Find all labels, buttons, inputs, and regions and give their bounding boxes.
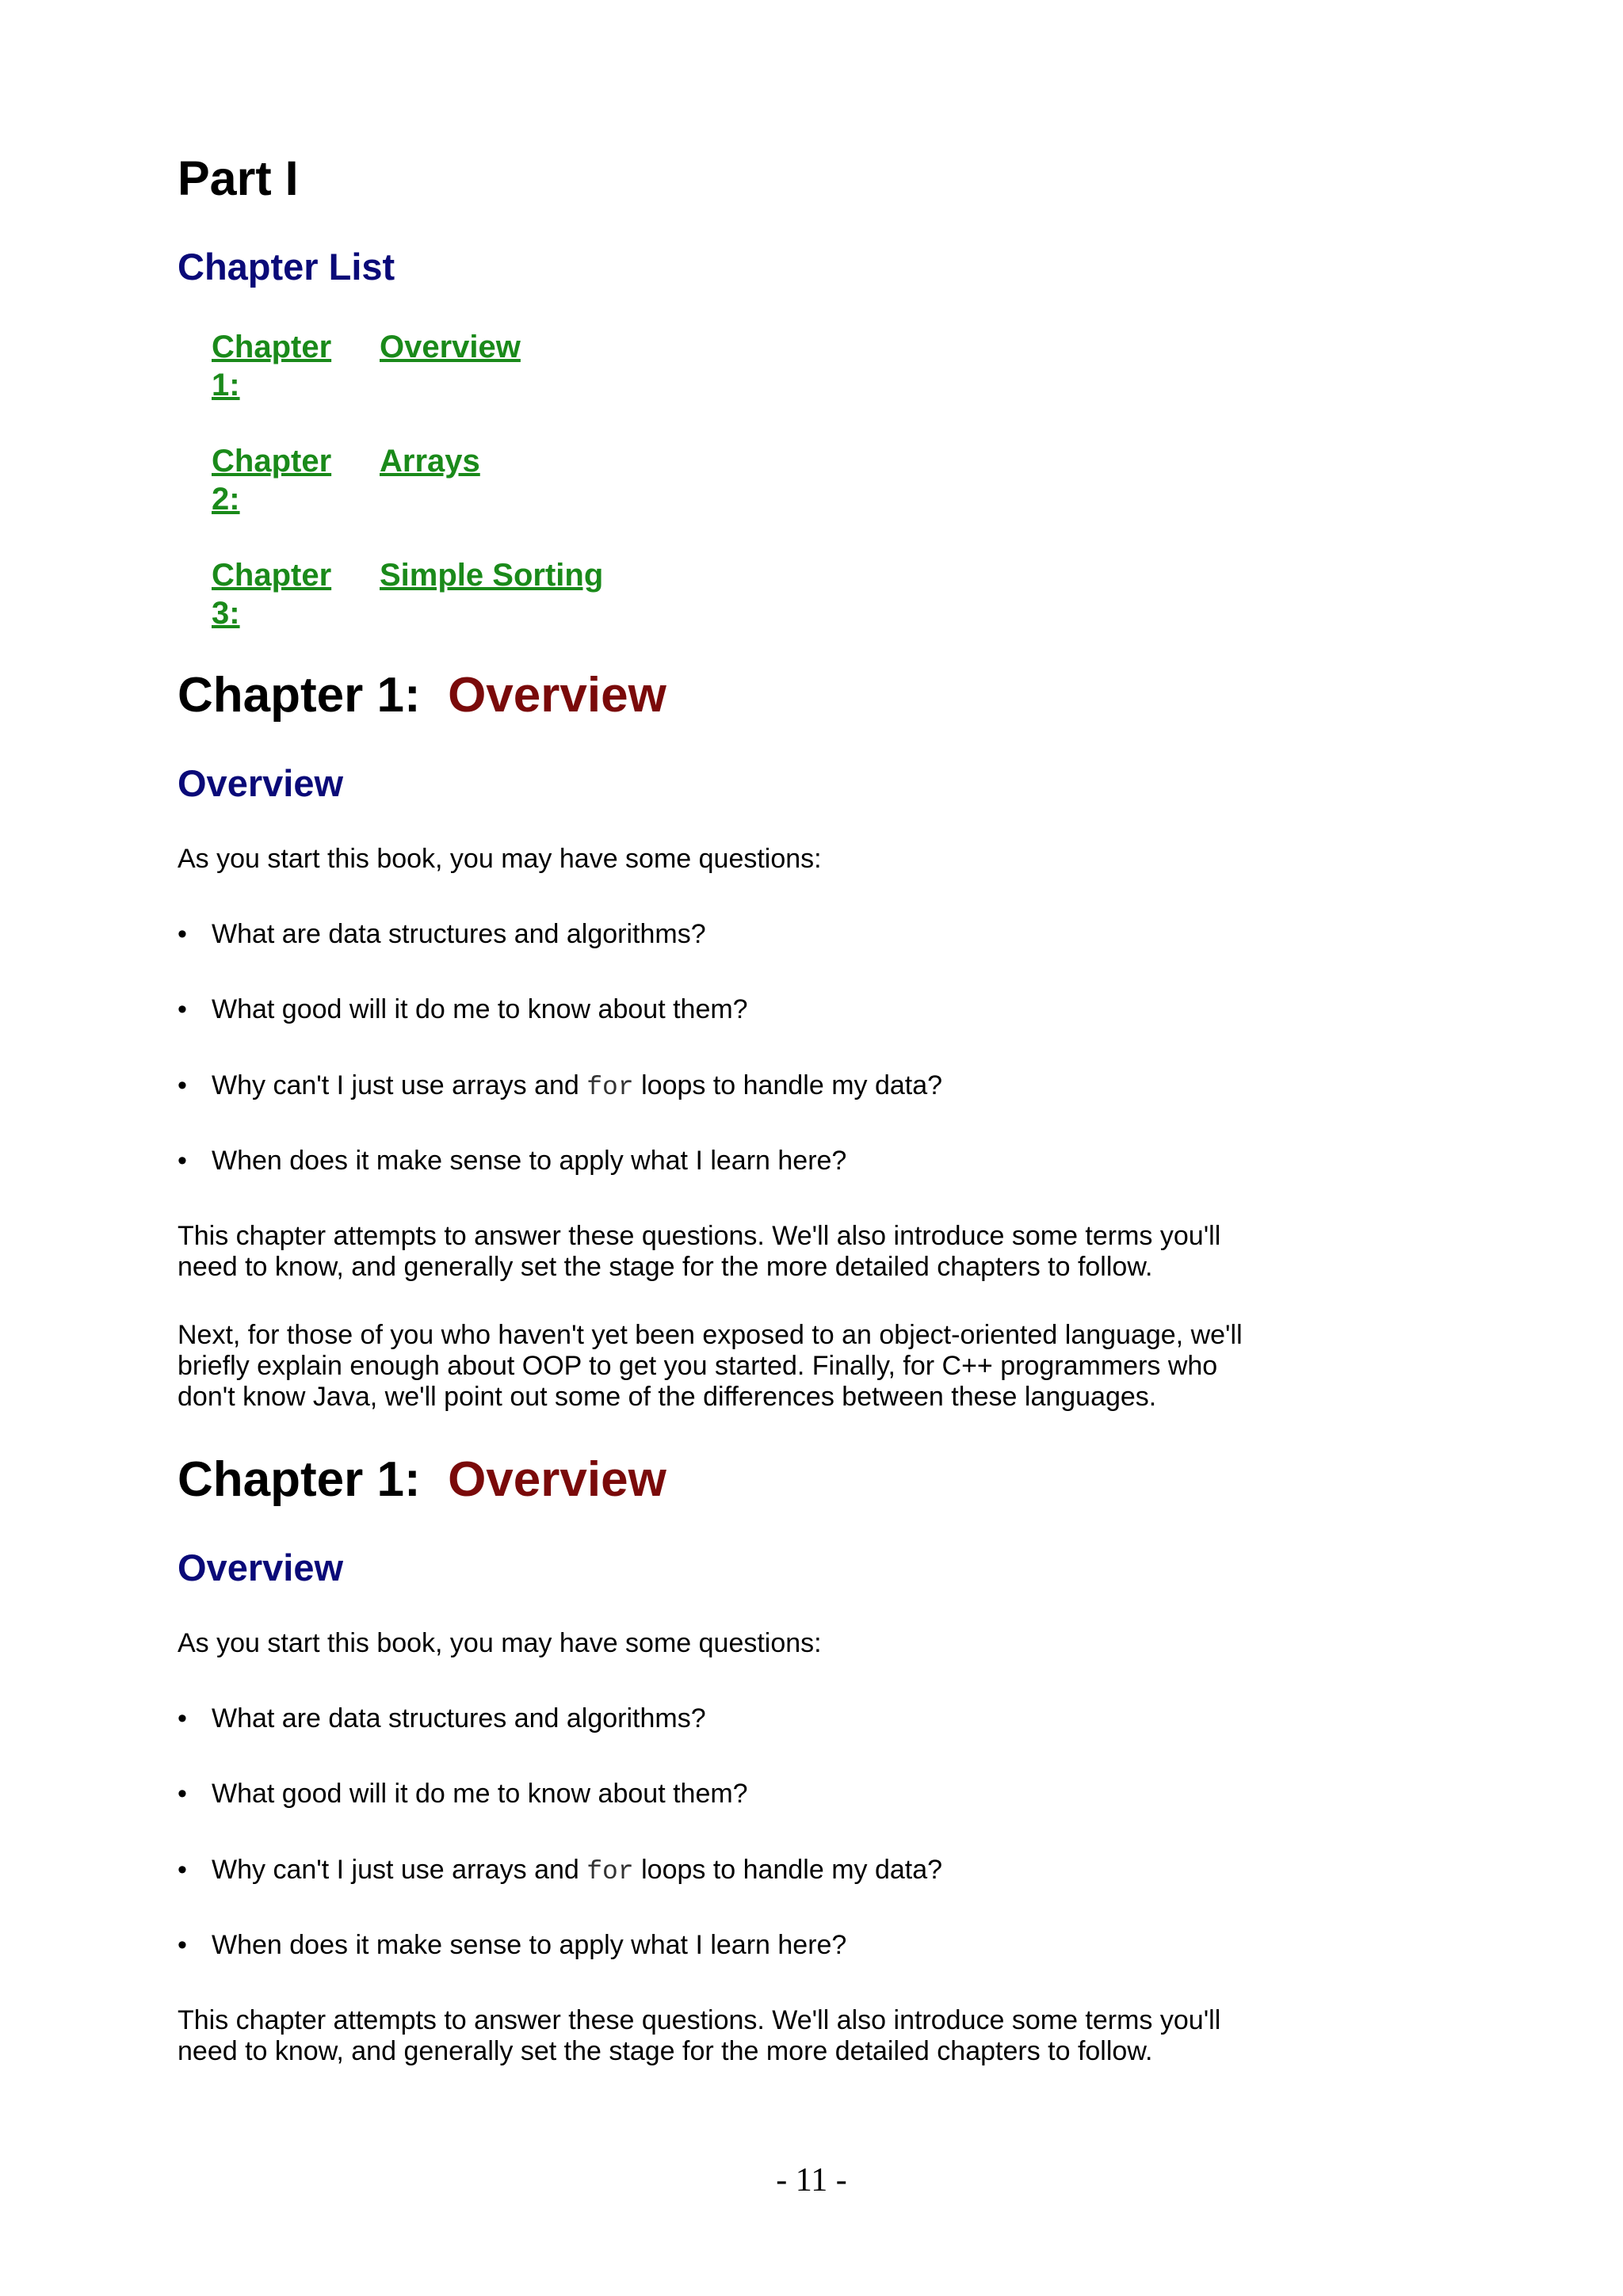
chapter-heading-name: Overview xyxy=(448,668,666,723)
list-item xyxy=(178,1779,748,1810)
inline-code: for xyxy=(586,1857,634,1886)
list-item-text: What are data structures and algorithms? xyxy=(212,919,706,949)
list-item-text: Why can't I just use arrays and xyxy=(212,1855,587,1885)
list-item-text: When does it make sense to apply what I learn here? xyxy=(212,1146,847,1176)
bullet-glyph: • xyxy=(178,1855,187,1885)
inline-code: for xyxy=(586,1073,634,1102)
list-item xyxy=(178,1070,942,1103)
chapter-toc xyxy=(212,328,603,670)
bullet-glyph: • xyxy=(178,1146,187,1176)
section-sub-heading: Overview xyxy=(178,762,344,804)
intro-paragraph: As you start this book, you may have some questions: xyxy=(178,1628,822,1658)
body-paragraph: Next, for those of you who haven't yet been exposed to an object-oriented language, we'll briefly explain enough about OOP to get you started. Finally, for C++ programmers who don't know Java, we'll point out some of the differences between these languages. xyxy=(178,1320,1243,1412)
bullet-glyph: • xyxy=(178,1070,187,1100)
chapter-list-heading: Chapter List xyxy=(178,246,395,288)
list-item xyxy=(178,1146,846,1177)
toc-link-chapter-1-title[interactable]: Overview xyxy=(380,330,521,364)
chapter-heading xyxy=(178,667,666,723)
list-item-text: What good will it do me to know about them? xyxy=(212,1779,748,1809)
chapter-heading-prefix: Chapter 1: xyxy=(178,668,421,723)
list-item xyxy=(178,1703,706,1734)
chapter-heading xyxy=(178,1451,666,1508)
toc-row xyxy=(212,442,603,518)
question-list xyxy=(178,994,748,1025)
toc-link-chapter-3-title[interactable]: Simple Sorting xyxy=(380,558,604,593)
question-list xyxy=(178,919,706,950)
question-list xyxy=(178,1930,846,1961)
list-item-text: Why can't I just use arrays and xyxy=(212,1070,587,1100)
toc-link-chapter-1-number[interactable]: Chapter 1: xyxy=(212,330,332,402)
toc-link-chapter-2-number[interactable]: Chapter 2: xyxy=(212,444,332,517)
list-item xyxy=(178,919,706,950)
toc-link-chapter-3-number[interactable]: Chapter 3: xyxy=(212,558,332,631)
list-item-text: When does it make sense to apply what I learn here? xyxy=(212,1930,847,1960)
chapter-heading-name: Overview xyxy=(448,1452,666,1507)
list-item-text: loops to handle my data? xyxy=(633,1855,943,1885)
part-title: Part I xyxy=(178,151,299,205)
body-paragraph: This chapter attempts to answer these questions. We'll also introduce some terms you'll need to know, and generally set the stage for the more detailed chapters to follow. xyxy=(178,1221,1221,1282)
bullet-glyph: • xyxy=(178,994,187,1024)
list-item xyxy=(178,1930,846,1961)
list-item xyxy=(178,994,748,1025)
intro-paragraph: As you start this book, you may have some questions: xyxy=(178,844,822,874)
bullet-glyph: • xyxy=(178,919,187,949)
toc-row xyxy=(212,556,603,632)
list-item-text: What are data structures and algorithms? xyxy=(212,1703,706,1733)
toc-link-chapter-2-title[interactable]: Arrays xyxy=(380,444,480,479)
question-list xyxy=(178,1779,748,1810)
toc-row xyxy=(212,328,603,404)
bullet-glyph: • xyxy=(178,1703,187,1733)
bullet-glyph: • xyxy=(178,1779,187,1809)
section-sub-heading: Overview xyxy=(178,1547,344,1589)
page-number: - 11 - xyxy=(776,2162,847,2199)
list-item-text: loops to handle my data? xyxy=(633,1070,943,1100)
question-list xyxy=(178,1703,706,1734)
question-list xyxy=(178,1855,942,1887)
question-list xyxy=(178,1070,942,1103)
bullet-glyph: • xyxy=(178,1930,187,1960)
list-item xyxy=(178,1855,942,1887)
list-item-text: What good will it do me to know about them? xyxy=(212,994,748,1024)
body-paragraph: This chapter attempts to answer these questions. We'll also introduce some terms you'll need to know, and generally set the stage for the more detailed chapters to follow. xyxy=(178,2005,1221,2066)
chapter-heading-prefix: Chapter 1: xyxy=(178,1452,421,1507)
question-list xyxy=(178,1146,846,1177)
